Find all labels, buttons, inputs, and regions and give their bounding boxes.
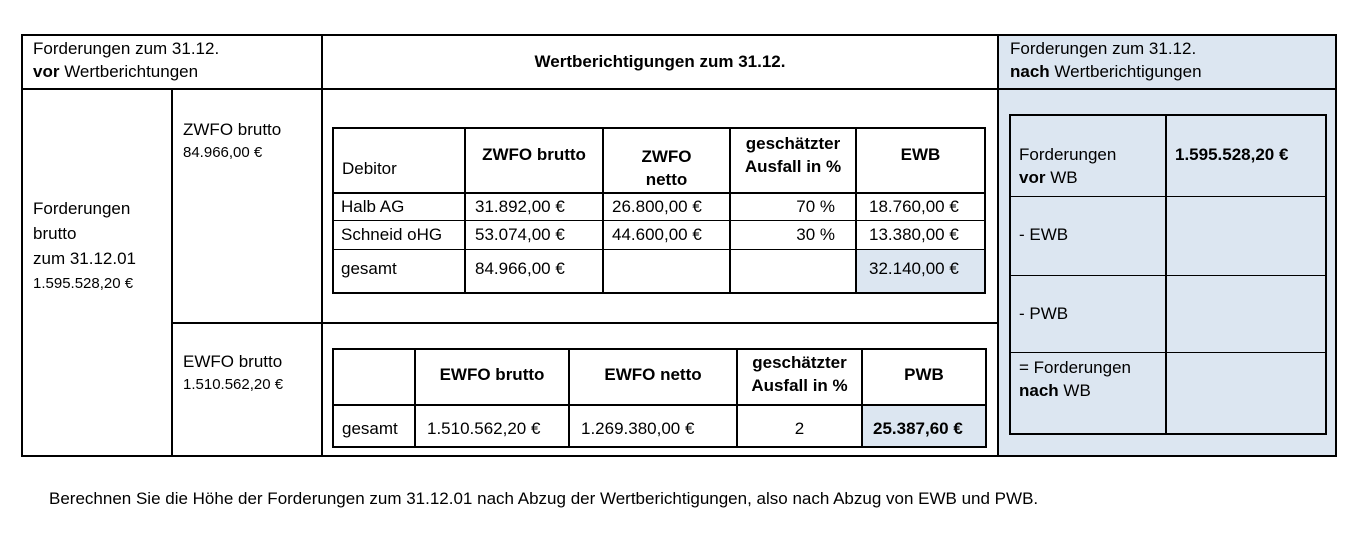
zwfo-header-ewb: EWB <box>900 145 941 164</box>
zwfo-label: ZWFO brutto 84.966,00 € <box>183 120 282 161</box>
task-instruction: Berechnen Sie die Höhe der Forderungen zum 31.12.01 nach Abzug der Wertberichtigungen, also nach Abzug von EWB und PWB. <box>49 489 1039 508</box>
forderungen-brutto-block: Forderungen brutto zum 31.12.01 1.595.528,20 € <box>33 196 136 296</box>
pwb-value: 25.387,60 € <box>873 419 963 438</box>
zwfo-header-debitor: Debitor <box>342 159 397 178</box>
ewfo-header-ausfall: geschätzter Ausfall in % <box>751 353 848 395</box>
result-forderungen-nach: = Forderungen nach WB <box>1019 358 1131 400</box>
ewfo-header-pwb: PWB <box>904 365 944 384</box>
result-minus-pwb: - PWB <box>1019 304 1069 323</box>
ewfo-header-brutto: EWFO brutto <box>439 365 545 384</box>
ewfo-header-netto: EWFO netto <box>604 365 702 384</box>
result-minus-ewb: - EWB <box>1019 225 1069 244</box>
result-forderungen-vor: Forderungen vor WB <box>1019 145 1117 187</box>
header-right: Forderungen zum 31.12. nach Wertberichtigungen <box>1010 39 1202 81</box>
ewb-total: 32.140,00 € <box>869 259 959 278</box>
ewfo-label: EWFO brutto 1.510.562,20 € <box>183 352 284 393</box>
header-middle: Wertberichtigungen zum 31.12. <box>534 52 786 71</box>
header-left: Forderungen zum 31.12. vor Wertberichtungen <box>33 39 220 81</box>
result-forderungen-vor-value: 1.595.528,20 € <box>1175 145 1289 164</box>
zwfo-header-netto: ZWFO netto <box>641 147 692 189</box>
zwfo-header-ausfall: geschätzter Ausfall in % <box>744 134 842 176</box>
zwfo-header-brutto: ZWFO brutto <box>482 145 586 164</box>
forderungen-brutto-amount: 1.595.528,20 € <box>33 275 134 292</box>
